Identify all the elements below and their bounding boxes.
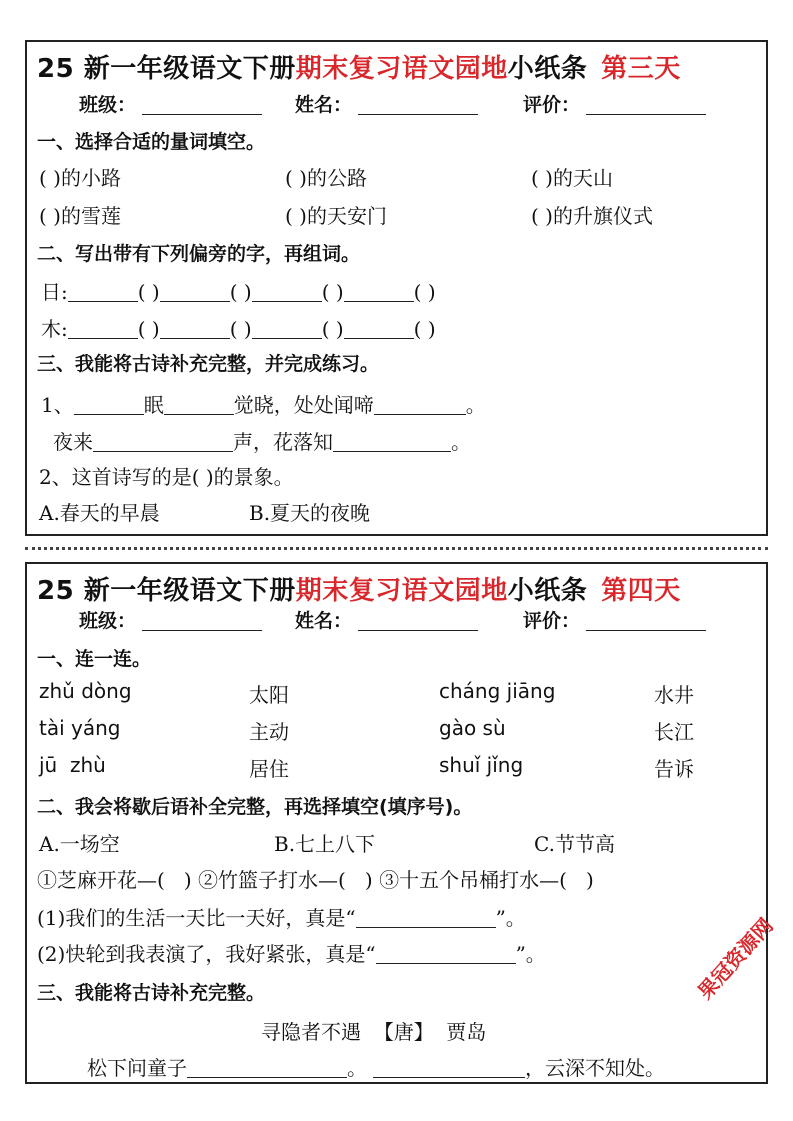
xiehouyu-items[interactable]: ①芝麻开花—( ) ②竹篮子打水—( ) ③十五个吊桶打水—( ) bbox=[37, 868, 594, 892]
measure-word-blank[interactable]: ( )的小路 bbox=[39, 166, 121, 190]
measure-word-blank[interactable]: ( )的天山 bbox=[531, 166, 613, 190]
section3-heading: 三、我能将古诗补充完整，并完成练习。 bbox=[37, 353, 380, 375]
sentence-1: (1)我们的生活一天比一天好，真是“ ”。 bbox=[37, 906, 526, 930]
dotted-divider bbox=[25, 547, 768, 550]
score-field[interactable]: 评价： bbox=[523, 606, 706, 633]
pinyin-item[interactable]: tài yáng bbox=[39, 716, 121, 740]
choice-c: C.节节高 bbox=[534, 832, 615, 856]
section1-heading: 一、选择合适的量词填空。 bbox=[37, 131, 266, 153]
option-a[interactable]: A.春天的早晨 bbox=[39, 501, 160, 525]
choice-b: B.七上八下 bbox=[274, 832, 376, 856]
class-field[interactable]: 班级： bbox=[79, 90, 262, 117]
option-b[interactable]: B.夏天的夜晚 bbox=[249, 501, 371, 525]
poem-line: 松下问童子 。 ，云深不知处。 bbox=[87, 1056, 665, 1080]
title-prefix: 25 新一年级语文下册 bbox=[37, 54, 296, 84]
choice-a: A.一场空 bbox=[39, 832, 120, 856]
worksheet-day4 bbox=[25, 562, 768, 1084]
word-item[interactable]: 告诉 bbox=[654, 757, 694, 781]
sentence-2: (2)快轮到我表演了，我好紧张，真是“ ”。 bbox=[37, 942, 546, 966]
section2-heading: 二、我会将歇后语补全完整，再选择填空(填序号)。 bbox=[37, 796, 473, 818]
word-item[interactable]: 水井 bbox=[654, 683, 694, 707]
section3-heading: 三、我能将古诗补充完整。 bbox=[37, 982, 266, 1004]
word-item[interactable]: 主动 bbox=[249, 720, 289, 744]
measure-word-blank[interactable]: ( )的雪莲 bbox=[39, 204, 121, 228]
pinyin-item[interactable]: zhǔ dòng bbox=[39, 679, 132, 703]
measure-word-blank[interactable]: ( )的升旗仪式 bbox=[531, 204, 653, 228]
name-field[interactable]: 姓名： bbox=[295, 90, 478, 117]
title-red: 期末复习语文园地 bbox=[295, 54, 508, 84]
watermark: 果冠资源网 bbox=[692, 913, 778, 1004]
question-2[interactable]: 2、这首诗写的是( )的景象。 bbox=[39, 465, 294, 489]
day-label: 第三天 bbox=[601, 54, 681, 84]
word-item[interactable]: 居住 bbox=[249, 757, 289, 781]
section1-heading: 一、连一连。 bbox=[37, 648, 152, 670]
radical-row-ri: 日: ( ) ( ) ( ) ( ) bbox=[41, 280, 436, 304]
section2-heading: 二、写出带有下列偏旁的字，再组词。 bbox=[37, 243, 361, 265]
pinyin-item[interactable]: cháng jiāng bbox=[439, 679, 556, 703]
poem-title: 寻隐者不遇 【唐】 贾岛 bbox=[261, 1020, 487, 1044]
name-field[interactable]: 姓名： bbox=[295, 606, 478, 633]
pinyin-item[interactable]: shuǐ jǐng bbox=[439, 753, 524, 777]
measure-word-blank[interactable]: ( )的天安门 bbox=[285, 204, 387, 228]
day4-title bbox=[37, 570, 681, 607]
title-suffix: 小纸条 bbox=[507, 54, 588, 84]
measure-word-blank[interactable]: ( )的公路 bbox=[285, 166, 367, 190]
day-label: 第四天 bbox=[601, 576, 681, 606]
pinyin-item[interactable]: jū zhù bbox=[39, 753, 106, 777]
poem-line-2: 夜来 声，花落知 。 bbox=[53, 430, 471, 454]
poem-line-1: 1、 眠 觉晓，处处闻啼 。 bbox=[41, 393, 486, 417]
worksheet-day3 bbox=[25, 40, 768, 536]
score-field[interactable]: 评价： bbox=[523, 90, 706, 117]
title-prefix: 25 新一年级语文下册 bbox=[37, 576, 296, 606]
pinyin-item[interactable]: gào sù bbox=[439, 716, 506, 740]
word-item[interactable]: 长江 bbox=[654, 720, 694, 744]
word-item[interactable]: 太阳 bbox=[249, 683, 289, 707]
day3-title bbox=[37, 48, 681, 85]
class-field[interactable]: 班级： bbox=[79, 606, 262, 633]
title-suffix: 小纸条 bbox=[507, 576, 588, 606]
radical-row-mu: 木: ( ) ( ) ( ) ( ) bbox=[41, 317, 436, 341]
title-red: 期末复习语文园地 bbox=[295, 576, 508, 606]
